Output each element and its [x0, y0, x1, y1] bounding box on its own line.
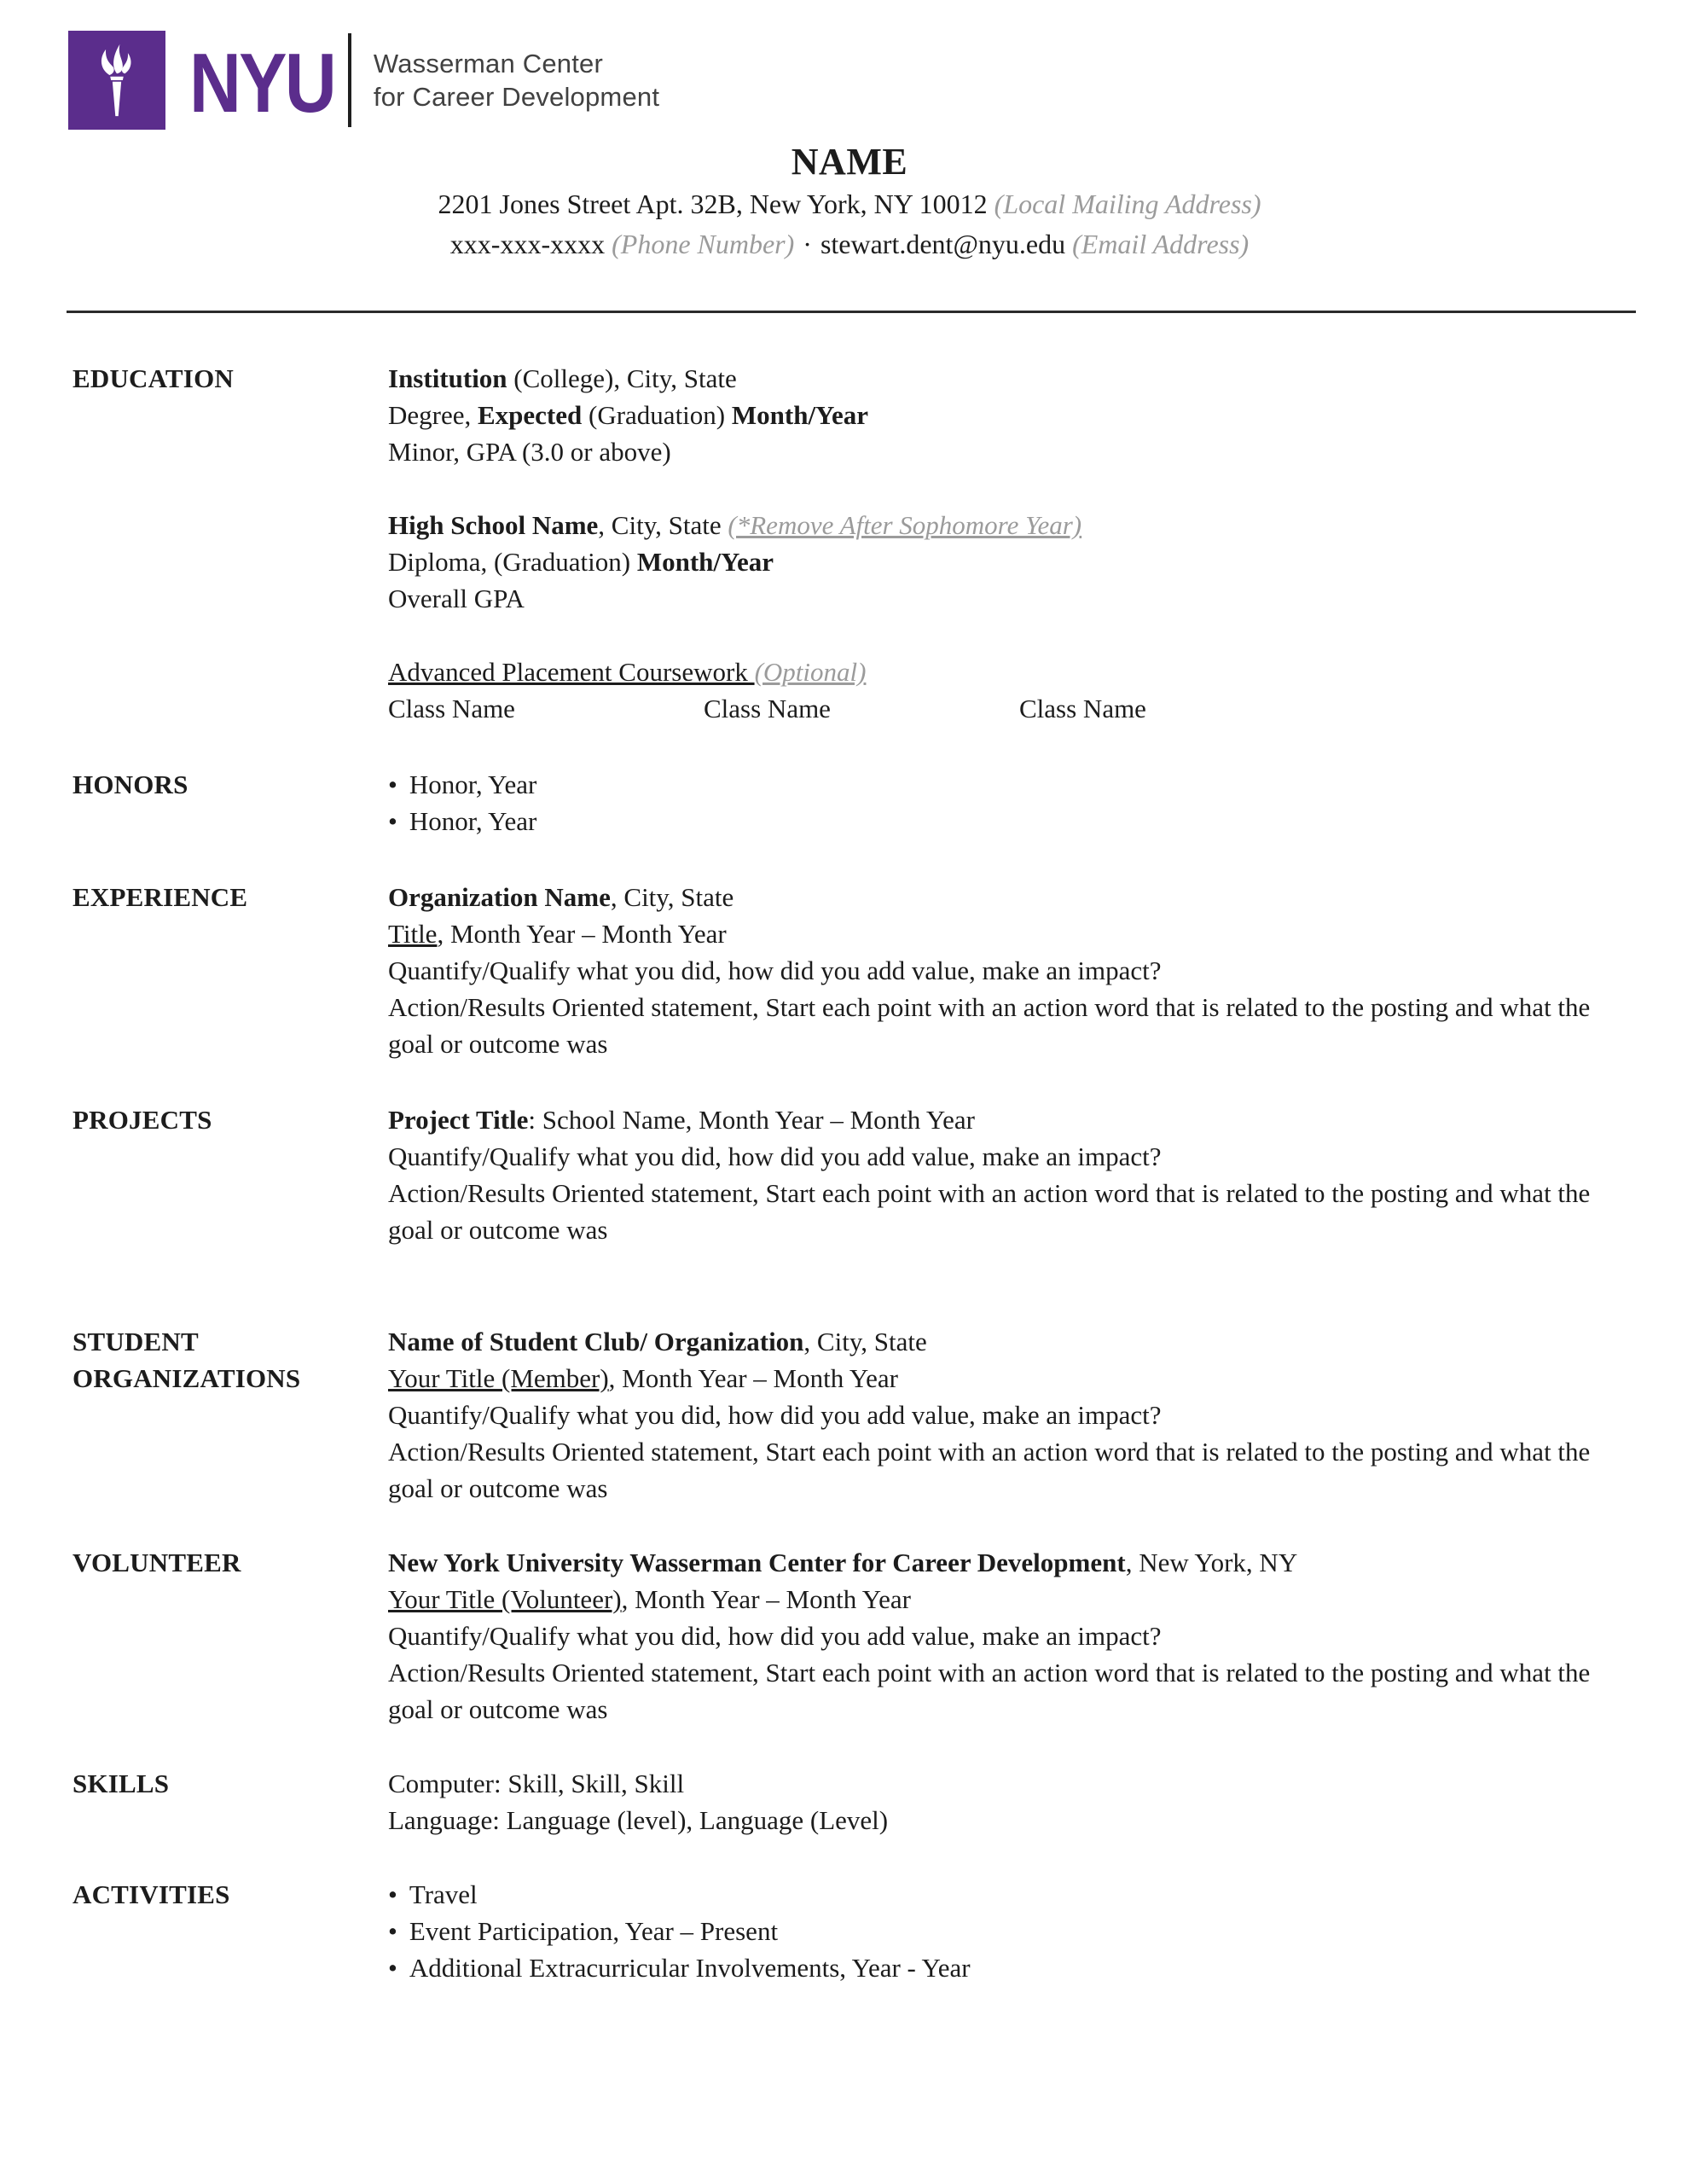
experience-org-location: , City, State: [610, 882, 734, 912]
student-org-name: Name of Student Club/ Organization: [388, 1327, 804, 1356]
project-title: Project Title: [388, 1105, 529, 1135]
project-bullet-quantify: Quantify/Qualify what you did, how did you add value, make an impact?: [388, 1141, 1162, 1171]
activities-content: [388, 1876, 1635, 1986]
graduation-text: (Graduation): [582, 400, 732, 430]
ap-class-name: Class Name: [388, 694, 515, 723]
honors-content: [388, 766, 1635, 839]
logo-row: [68, 31, 659, 130]
project-bullet-action: Action/Results Oriented statement, Start each point with an action word that is related to the posting and what the goal or outcome was: [388, 1178, 1591, 1245]
highschool-entry-line2: [388, 543, 1635, 580]
experience-org-line: [388, 879, 1635, 915]
student-org-line: [388, 1323, 1635, 1360]
mailing-address: 2201 Jones Street Apt. 32B, New York, NY 10012: [438, 189, 994, 219]
experience-bullet-action: Action/Results Oriented statement, Start each point with an action word that is related to the posting and what the goal or outcome was: [388, 992, 1591, 1059]
section-volunteer: [72, 1544, 1635, 1728]
section-label-projects: PROJECTS: [72, 1105, 212, 1135]
header-divider-rule: [67, 311, 1636, 313]
ap-class-list: [388, 690, 1635, 727]
section-label-experience: EXPERIENCE: [72, 882, 248, 912]
project-dates: : School Name, Month Year – Month Year: [528, 1105, 975, 1135]
org-name-line2: for Career Development: [373, 82, 660, 112]
student-title-line: [388, 1360, 1635, 1397]
institution-name: Institution: [388, 363, 507, 393]
nyu-wordmark: NYU: [189, 36, 335, 130]
college-entry-line1: [388, 360, 1635, 397]
student-label-line2: ORGANIZATIONS: [72, 1363, 301, 1393]
ap-coursework-title: Advanced Placement Coursework: [388, 657, 755, 687]
highschool-entry-line3: Overall GPA: [388, 584, 525, 613]
student-organizations-content: [388, 1323, 1635, 1507]
address-placeholder-note: (Local Mailing Address): [994, 189, 1261, 219]
highschool-name: High School Name: [388, 510, 599, 540]
diploma-text: Diploma, (Graduation): [388, 547, 637, 577]
dot-separator: ·: [803, 229, 812, 259]
volunteer-org-name: New York University Wasserman Center for Career Development: [388, 1548, 1126, 1577]
volunteer-dates: , Month Year – Month Year: [621, 1584, 911, 1614]
ap-optional-note: (Optional): [754, 657, 867, 687]
highschool-location: , City, State: [598, 510, 728, 540]
spacer: [388, 617, 1635, 653]
experience-content: [388, 879, 1635, 1062]
torch-icon: [80, 39, 154, 121]
experience-title: Title: [388, 919, 438, 949]
section-activities: [72, 1876, 1635, 1986]
phone-email-line: [0, 224, 1699, 264]
person-name: NAME: [791, 141, 908, 183]
volunteer-org-location: , New York, NY: [1125, 1548, 1298, 1577]
ap-class-name: Class Name: [704, 694, 831, 723]
resume-header: [0, 140, 1699, 264]
volunteer-bullet-action: Action/Results Oriented statement, Start each point with an action word that is related to the posting and what the goal or outcome was: [388, 1658, 1591, 1724]
project-title-line: [388, 1101, 1635, 1138]
activity-item: • Event Participation, Year – Present: [388, 1913, 1635, 1949]
skills-language-line: Language: Language (level), Language (Level): [388, 1805, 889, 1835]
org-name-line1: Wasserman Center: [373, 49, 603, 78]
student-label-line1: STUDENT: [72, 1327, 199, 1356]
volunteer-content: [388, 1544, 1635, 1728]
section-label-activities: ACTIVITIES: [72, 1879, 230, 1909]
student-bullet-quantify: Quantify/Qualify what you did, how did you add value, make an impact?: [388, 1400, 1162, 1430]
highschool-monthyear: Month/Year: [636, 547, 774, 577]
experience-org-name: Organization Name: [388, 882, 611, 912]
phone-number: xxx-xxx-xxxx: [449, 229, 612, 259]
address-line: [0, 184, 1699, 224]
expected-text: Expected: [478, 400, 583, 430]
wasserman-center-name: [374, 47, 659, 113]
section-experience: [72, 879, 1635, 1062]
section-label-skills: SKILLS: [72, 1769, 170, 1798]
spacer: [388, 470, 1635, 507]
activity-item: • Travel: [388, 1876, 1635, 1913]
volunteer-org-line: [388, 1544, 1635, 1581]
nyu-logo-square: [68, 31, 165, 130]
section-student-organizations: [72, 1323, 1635, 1507]
logo-divider: [348, 33, 351, 127]
phone-placeholder-note: (Phone Number): [612, 229, 795, 259]
email-address: stewart.dent@nyu.edu: [820, 229, 1073, 259]
institution-location: (College), City, State: [507, 363, 737, 393]
section-label-education: EDUCATION: [72, 363, 234, 393]
honor-item: • Honor, Year: [388, 803, 1635, 839]
skills-content: [388, 1765, 1635, 1838]
activity-item: • Additional Extracurricular Involvements, Year - Year: [388, 1949, 1635, 1986]
highschool-entry-line1: [388, 507, 1635, 543]
projects-content: [388, 1101, 1635, 1248]
ap-class-name: Class Name: [1019, 694, 1146, 723]
skills-computer-line: Computer: Skill, Skill, Skill: [388, 1769, 685, 1798]
experience-bullet-quantify: Quantify/Qualify what you did, how did you add value, make an impact?: [388, 956, 1162, 985]
experience-title-line: [388, 915, 1635, 952]
section-projects: [72, 1101, 1635, 1248]
section-label-student-organizations: [72, 1323, 388, 1507]
student-org-location: , City, State: [803, 1327, 927, 1356]
section-label-volunteer: VOLUNTEER: [72, 1548, 241, 1577]
section-skills: [72, 1765, 1635, 1838]
honor-item: • Honor, Year: [388, 766, 1635, 803]
section-education: [72, 360, 1635, 727]
section-honors: [72, 766, 1635, 839]
education-content: [388, 360, 1635, 727]
student-title: Your Title (Member): [388, 1363, 609, 1393]
student-bullet-action: Action/Results Oriented statement, Start each point with an action word that is related to the posting and what the goal or outcome was: [388, 1437, 1591, 1503]
degree-text: Degree,: [388, 400, 478, 430]
resume-body: [72, 360, 1635, 1986]
section-label-honors: HONORS: [72, 770, 188, 799]
volunteer-title-line: [388, 1581, 1635, 1618]
remove-after-sophomore-note: (*Remove After Sophomore Year): [728, 510, 1082, 540]
email-placeholder-note: (Email Address): [1072, 229, 1250, 259]
college-entry-line3: Minor, GPA (3.0 or above): [388, 437, 671, 467]
college-entry-line2: [388, 397, 1635, 433]
college-monthyear: Month/Year: [731, 400, 869, 430]
volunteer-bullet-quantify: Quantify/Qualify what you did, how did you add value, make an impact?: [388, 1621, 1162, 1651]
ap-coursework-heading: [388, 653, 1635, 690]
volunteer-title: Your Title (Volunteer): [388, 1584, 622, 1614]
experience-dates: , Month Year – Month Year: [437, 919, 727, 949]
student-dates: , Month Year – Month Year: [608, 1363, 898, 1393]
